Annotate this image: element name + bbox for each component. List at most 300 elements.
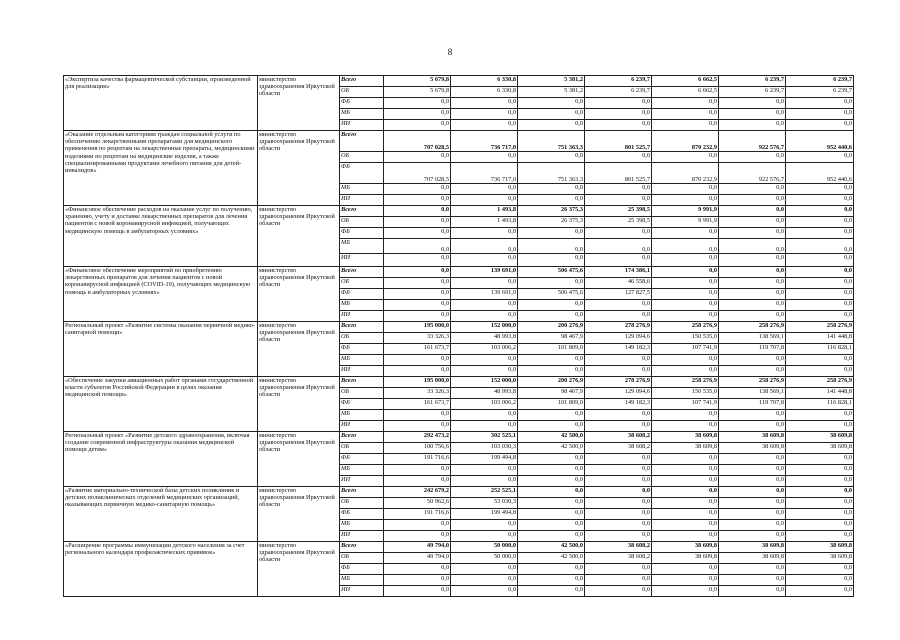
amount-cell: 870 232,9	[652, 131, 719, 152]
amount-cell: 200 276,9	[518, 322, 585, 333]
amount-cell: 139 691,0	[451, 289, 518, 300]
amount-cell: 0,0	[451, 228, 518, 239]
amount-cell: 0,0	[652, 254, 719, 267]
amount-cell: 150 535,0	[652, 388, 719, 399]
amount-cell: 0,0	[518, 476, 585, 487]
amount-cell: 736 717,0	[451, 131, 518, 152]
funding-source: ОБ	[340, 388, 384, 399]
amount-cell: 0,0	[451, 278, 518, 289]
amount-cell: 0,0	[786, 152, 854, 163]
funding-source: ИИ	[340, 531, 384, 542]
amount-cell: 0,0	[518, 278, 585, 289]
amount-cell: 0,0	[585, 509, 652, 520]
amount-cell: 0,0	[384, 476, 451, 487]
amount-cell: 0,0	[585, 109, 652, 120]
funding-source: МБ	[340, 465, 384, 476]
amount-cell: 0,0	[652, 476, 719, 487]
amount-cell: 0,0	[719, 254, 786, 267]
amount-cell: 258 276,9	[786, 377, 854, 388]
amount-cell: 258 276,9	[719, 322, 786, 333]
amount-cell: 0,0	[451, 239, 518, 254]
amount-cell: 0,0	[384, 267, 451, 278]
amount-cell: 0,0	[719, 289, 786, 300]
amount-cell: 0,0	[518, 239, 585, 254]
amount-cell: 0,0	[719, 206, 786, 217]
funding-source: ФБ	[340, 228, 384, 239]
amount-cell: 0,0	[652, 278, 719, 289]
amount-cell: 199 494,8	[451, 509, 518, 520]
page-number: 8	[447, 47, 453, 57]
amount-cell: 0,0	[719, 152, 786, 163]
amount-cell: 0,0	[786, 531, 854, 542]
amount-cell: 107 741,9	[652, 399, 719, 410]
amount-cell: 200 276,9	[518, 377, 585, 388]
amount-cell: 0,0	[719, 476, 786, 487]
amount-cell: 0,0	[652, 421, 719, 432]
amount-cell: 258 276,9	[652, 377, 719, 388]
amount-cell: 0,0	[719, 184, 786, 195]
funding-source: ФБ	[340, 509, 384, 520]
amount-cell: 0,0	[719, 355, 786, 366]
funding-source: ОБ	[340, 553, 384, 564]
amount-cell: 0,0	[518, 531, 585, 542]
amount-cell: 0,0	[652, 366, 719, 377]
funding-source: ФБ	[340, 98, 384, 109]
responsible-executor: министерство здравоохранения Иркутской области	[258, 487, 340, 542]
amount-cell: 0,0	[384, 355, 451, 366]
amount-cell: 116 828,1	[786, 399, 854, 410]
table-row	[64, 206, 854, 217]
amount-cell: 0,0	[719, 267, 786, 278]
amount-cell: 6 239,7	[719, 87, 786, 98]
amount-cell: 0,0	[518, 520, 585, 531]
amount-cell: 0,0	[652, 454, 719, 465]
amount-cell: 119 707,8	[719, 344, 786, 355]
amount-cell: 0,0	[719, 109, 786, 120]
amount-cell: 0,0	[719, 300, 786, 311]
amount-cell: 0,0	[652, 120, 719, 131]
funding-source: Всего	[340, 131, 384, 152]
amount-cell: 0,0	[652, 289, 719, 300]
table-row	[64, 267, 854, 278]
funding-source: Всего	[340, 377, 384, 388]
funding-source: МБ	[340, 184, 384, 195]
budget-table	[63, 75, 854, 597]
funding-source: МБ	[340, 575, 384, 586]
amount-cell: 707 028,5	[384, 163, 451, 184]
amount-cell: 0,0	[518, 487, 585, 498]
amount-cell: 258 276,9	[652, 322, 719, 333]
amount-cell: 38 609,8	[786, 542, 854, 553]
amount-cell: 0,0	[451, 195, 518, 206]
amount-cell: 0,0	[585, 498, 652, 509]
amount-cell: 801 525,7	[585, 163, 652, 184]
amount-cell: 0,0	[585, 366, 652, 377]
amount-cell: 0,0	[384, 152, 451, 163]
amount-cell: 0,0	[451, 410, 518, 421]
amount-cell: 0,0	[786, 366, 854, 377]
amount-cell: 49 794,0	[384, 553, 451, 564]
amount-cell: 48 993,8	[451, 333, 518, 344]
amount-cell: 0,0	[585, 311, 652, 322]
amount-cell: 0,0	[585, 454, 652, 465]
amount-cell: 139 691,0	[451, 267, 518, 278]
responsible-executor: министерство здравоохранения Иркутской области	[258, 432, 340, 487]
amount-cell: 0,0	[652, 509, 719, 520]
amount-cell: 0,0	[585, 465, 652, 476]
amount-cell: 0,0	[585, 421, 652, 432]
table-row	[64, 377, 854, 388]
amount-cell: 0,0	[786, 575, 854, 586]
amount-cell: 48 993,8	[451, 388, 518, 399]
activity-description: «Финансовое обеспечение мероприятий по приобретению лекарственных препаратов для лечения пациентов с новой коронавирусной инфекцией (COVID-19), получающих медицинскую помощь в амбулаторных условиях»	[64, 267, 258, 322]
amount-cell: 0,0	[451, 586, 518, 597]
amount-cell: 278 276,9	[585, 322, 652, 333]
amount-cell: 6 239,7	[719, 76, 786, 87]
amount-cell: 0,0	[719, 564, 786, 575]
amount-cell: 0,0	[786, 267, 854, 278]
amount-cell: 0,0	[585, 564, 652, 575]
amount-cell: 0,0	[719, 410, 786, 421]
amount-cell: 0,0	[786, 206, 854, 217]
amount-cell: 0,0	[786, 454, 854, 465]
funding-source: ОБ	[340, 498, 384, 509]
amount-cell: 6 662,5	[652, 87, 719, 98]
amount-cell: 191 716,6	[384, 509, 451, 520]
amount-cell: 0,0	[719, 586, 786, 597]
amount-cell: 38 609,8	[786, 553, 854, 564]
funding-source: ОБ	[340, 278, 384, 289]
amount-cell: 952 440,6	[786, 163, 854, 184]
amount-cell: 0,0	[719, 98, 786, 109]
activity-description: «Оказание отдельным категориям граждан социальной услуги по обеспечению лекарственными препаратами для медицинского применения по рецептам на лекарственные препараты, медицинскими изделиями по рецептам на медицинские изделия, а также специализированными продуктами лечебного питания для детей-инвалидов»	[64, 131, 258, 206]
amount-cell: 0,0	[518, 564, 585, 575]
amount-cell: 25 398,5	[585, 206, 652, 217]
amount-cell: 0,0	[585, 254, 652, 267]
amount-cell: 149 182,3	[585, 399, 652, 410]
funding-source: МБ	[340, 109, 384, 120]
amount-cell: 0,0	[451, 476, 518, 487]
amount-cell: 0,0	[585, 575, 652, 586]
amount-cell: 0,0	[451, 311, 518, 322]
funding-source: МБ	[340, 300, 384, 311]
amount-cell: 0,0	[786, 254, 854, 267]
amount-cell: 0,0	[451, 564, 518, 575]
amount-cell: 101 809,0	[518, 399, 585, 410]
funding-source: ИИ	[340, 421, 384, 432]
amount-cell: 38 608,2	[585, 553, 652, 564]
amount-cell: 38 609,8	[719, 542, 786, 553]
amount-cell: 0,0	[451, 575, 518, 586]
amount-cell: 0,0	[451, 109, 518, 120]
amount-cell: 0,0	[585, 586, 652, 597]
amount-cell: 0,0	[786, 465, 854, 476]
amount-cell: 42 500,0	[518, 553, 585, 564]
amount-cell: 0,0	[451, 366, 518, 377]
amount-cell: 141 448,8	[786, 388, 854, 399]
amount-cell: 6 239,7	[786, 87, 854, 98]
amount-cell: 26 375,3	[518, 217, 585, 228]
amount-cell: 0,0	[585, 152, 652, 163]
amount-cell: 0,0	[652, 239, 719, 254]
amount-cell: 0,0	[786, 184, 854, 195]
amount-cell: 0,0	[451, 120, 518, 131]
amount-cell: 0,0	[786, 564, 854, 575]
funding-source: ИИ	[340, 366, 384, 377]
amount-cell: 138 569,1	[719, 388, 786, 399]
amount-cell: 103 006,2	[451, 344, 518, 355]
amount-cell: 707 028,5	[384, 131, 451, 152]
amount-cell: 103 030,3	[451, 443, 518, 454]
amount-cell: 952 440,6	[786, 131, 854, 152]
amount-cell: 0,0	[786, 421, 854, 432]
amount-cell: 0,0	[518, 575, 585, 586]
budget-table-body	[64, 76, 854, 597]
amount-cell: 5 679,8	[384, 76, 451, 87]
amount-cell: 174 386,1	[585, 267, 652, 278]
amount-cell: 751 363,3	[518, 163, 585, 184]
amount-cell: 0,0	[451, 152, 518, 163]
amount-cell: 922 576,7	[719, 131, 786, 152]
amount-cell: 801 525,7	[585, 131, 652, 152]
amount-cell: 195 000,0	[384, 322, 451, 333]
amount-cell: 0,0	[384, 586, 451, 597]
amount-cell: 0,0	[652, 152, 719, 163]
amount-cell: 129 094,6	[585, 388, 652, 399]
amount-cell: 0,0	[719, 509, 786, 520]
amount-cell: 33 326,3	[384, 388, 451, 399]
amount-cell: 0,0	[384, 520, 451, 531]
amount-cell: 49 794,0	[384, 542, 451, 553]
responsible-executor: министерство здравоохранения Иркутской области	[258, 377, 340, 432]
amount-cell: 6 239,7	[585, 87, 652, 98]
amount-cell: 6 662,5	[652, 76, 719, 87]
amount-cell: 38 609,8	[719, 443, 786, 454]
funding-source: Всего	[340, 322, 384, 333]
amount-cell: 922 576,7	[719, 163, 786, 184]
amount-cell: 0,0	[451, 184, 518, 195]
amount-cell: 46 558,6	[585, 278, 652, 289]
amount-cell: 0,0	[719, 421, 786, 432]
amount-cell: 0,0	[384, 195, 451, 206]
amount-cell: 0,0	[384, 206, 451, 217]
funding-source: ФБ	[340, 399, 384, 410]
amount-cell: 0,0	[518, 498, 585, 509]
amount-cell: 0,0	[652, 300, 719, 311]
amount-cell: 0,0	[786, 278, 854, 289]
amount-cell: 0,0	[585, 410, 652, 421]
funding-source: МБ	[340, 239, 384, 254]
amount-cell: 0,0	[719, 217, 786, 228]
amount-cell: 0,0	[384, 239, 451, 254]
amount-cell: 252 525,1	[451, 487, 518, 498]
amount-cell: 0,0	[384, 410, 451, 421]
amount-cell: 38 608,2	[585, 443, 652, 454]
funding-source: Всего	[340, 487, 384, 498]
amount-cell: 0,0	[786, 410, 854, 421]
amount-cell: 0,0	[652, 109, 719, 120]
amount-cell: 0,0	[518, 586, 585, 597]
funding-source: ОБ	[340, 152, 384, 163]
funding-source: МБ	[340, 355, 384, 366]
activity-description: «Развитие материально-технической базы детских поликлиник и детских поликлинических отделений медицинских организаций, оказывающих первичную медико-санитарную помощь»	[64, 487, 258, 542]
amount-cell: 0,0	[719, 311, 786, 322]
amount-cell: 0,0	[451, 98, 518, 109]
amount-cell: 138 569,1	[719, 333, 786, 344]
amount-cell: 0,0	[719, 487, 786, 498]
table-row	[64, 322, 854, 333]
amount-cell: 0,0	[518, 509, 585, 520]
amount-cell: 302 525,1	[451, 432, 518, 443]
amount-cell: 0,0	[786, 586, 854, 597]
amount-cell: 0,0	[719, 465, 786, 476]
funding-source: ИИ	[340, 254, 384, 267]
amount-cell: 0,0	[384, 217, 451, 228]
amount-cell: 38 609,8	[652, 542, 719, 553]
funding-source: ИИ	[340, 120, 384, 131]
table-row	[64, 131, 854, 152]
amount-cell: 0,0	[585, 184, 652, 195]
amount-cell: 0,0	[652, 311, 719, 322]
funding-source: Всего	[340, 432, 384, 443]
amount-cell: 0,0	[719, 120, 786, 131]
amount-cell: 191 716,6	[384, 454, 451, 465]
amount-cell: 0,0	[451, 421, 518, 432]
amount-cell: 38 609,8	[652, 432, 719, 443]
amount-cell: 0,0	[786, 476, 854, 487]
responsible-executor: министерство здравоохранения Иркутской области	[258, 206, 340, 267]
funding-source: МБ	[340, 410, 384, 421]
responsible-executor: министерство здравоохранения Иркутской области	[258, 267, 340, 322]
amount-cell: 5 381,2	[518, 87, 585, 98]
amount-cell: 0,0	[652, 184, 719, 195]
funding-source: Всего	[340, 267, 384, 278]
amount-cell: 278 276,9	[585, 377, 652, 388]
amount-cell: 0,0	[518, 311, 585, 322]
funding-source: ИИ	[340, 311, 384, 322]
amount-cell: 33 326,3	[384, 333, 451, 344]
amount-cell: 292 473,2	[384, 432, 451, 443]
activity-description: «Экспертиза качества фармацевтической субстанции, произведенной для реализации»	[64, 76, 258, 131]
amount-cell: 38 609,8	[719, 553, 786, 564]
amount-cell: 152 000,0	[451, 377, 518, 388]
amount-cell: 149 182,3	[585, 344, 652, 355]
funding-source: ФБ	[340, 344, 384, 355]
amount-cell: 0,0	[652, 195, 719, 206]
amount-cell: 0,0	[585, 195, 652, 206]
activity-description: Региональный проект «Развитие системы оказания первичной медико-санитарной помощи»	[64, 322, 258, 377]
funding-source: ФБ	[340, 454, 384, 465]
amount-cell: 38 608,2	[585, 432, 652, 443]
funding-source: ФБ	[340, 289, 384, 300]
amount-cell: 0,0	[384, 564, 451, 575]
amount-cell: 0,0	[652, 228, 719, 239]
amount-cell: 506 475,6	[518, 267, 585, 278]
amount-cell: 0,0	[451, 465, 518, 476]
amount-cell: 6 239,7	[786, 76, 854, 87]
funding-source: МБ	[340, 520, 384, 531]
amount-cell: 0,0	[719, 498, 786, 509]
amount-cell: 0,0	[585, 520, 652, 531]
amount-cell: 152 000,0	[451, 322, 518, 333]
amount-cell: 0,0	[384, 531, 451, 542]
amount-cell: 0,0	[652, 520, 719, 531]
amount-cell: 0,0	[786, 509, 854, 520]
amount-cell: 38 609,8	[719, 432, 786, 443]
activity-description: Региональный проект «Развитие детского здравоохранения, включая создание современной инфраструктуры оказания медицинской помощи детям»	[64, 432, 258, 487]
amount-cell: 0,0	[384, 421, 451, 432]
amount-cell: 0,0	[384, 109, 451, 120]
amount-cell: 0,0	[451, 355, 518, 366]
funding-source: Всего	[340, 542, 384, 553]
amount-cell: 0,0	[518, 366, 585, 377]
amount-cell: 1 493,8	[451, 217, 518, 228]
amount-cell: 1 493,8	[451, 206, 518, 217]
amount-cell: 0,0	[585, 531, 652, 542]
amount-cell: 6 330,8	[451, 76, 518, 87]
amount-cell: 870 232,9	[652, 163, 719, 184]
amount-cell: 0,0	[719, 239, 786, 254]
amount-cell: 0,0	[585, 239, 652, 254]
table-row	[64, 432, 854, 443]
responsible-executor: министерство здравоохранения Иркутской области	[258, 76, 340, 131]
amount-cell: 0,0	[451, 254, 518, 267]
amount-cell: 0,0	[518, 355, 585, 366]
amount-cell: 0,0	[786, 289, 854, 300]
amount-cell: 0,0	[384, 254, 451, 267]
amount-cell: 107 741,9	[652, 344, 719, 355]
amount-cell: 0,0	[518, 254, 585, 267]
amount-cell: 0,0	[786, 98, 854, 109]
amount-cell: 0,0	[786, 109, 854, 120]
amount-cell: 195 000,0	[384, 377, 451, 388]
amount-cell: 0,0	[786, 355, 854, 366]
funding-source: ОБ	[340, 333, 384, 344]
amount-cell: 751 363,3	[518, 131, 585, 152]
amount-cell: 0,0	[585, 487, 652, 498]
amount-cell: 103 006,2	[451, 399, 518, 410]
amount-cell: 0,0	[585, 476, 652, 487]
funding-source: ФБ	[340, 564, 384, 575]
amount-cell: 199 494,8	[451, 454, 518, 465]
amount-cell: 0,0	[451, 300, 518, 311]
amount-cell: 53 030,3	[451, 498, 518, 509]
amount-cell: 0,0	[719, 278, 786, 289]
amount-cell: 0,0	[384, 366, 451, 377]
amount-cell: 258 276,9	[719, 377, 786, 388]
amount-cell: 0,0	[652, 531, 719, 542]
amount-cell: 127 827,5	[585, 289, 652, 300]
responsible-executor: министерство здравоохранения Иркутской области	[258, 131, 340, 206]
amount-cell: 0,0	[585, 355, 652, 366]
amount-cell: 0,0	[518, 98, 585, 109]
amount-cell: 0,0	[585, 228, 652, 239]
amount-cell: 0,0	[786, 228, 854, 239]
amount-cell: 506 475,6	[518, 289, 585, 300]
amount-cell: 0,0	[518, 184, 585, 195]
funding-source: ОБ	[340, 217, 384, 228]
amount-cell: 9 991,9	[652, 206, 719, 217]
amount-cell: 119 707,8	[719, 399, 786, 410]
amount-cell: 0,0	[585, 300, 652, 311]
amount-cell: 116 828,1	[786, 344, 854, 355]
responsible-executor: министерство здравоохранения Иркутской области	[258, 322, 340, 377]
amount-cell: 141 448,8	[786, 333, 854, 344]
amount-cell: 25 398,5	[585, 217, 652, 228]
amount-cell: 161 673,7	[384, 344, 451, 355]
amount-cell: 38 609,8	[786, 443, 854, 454]
amount-cell: 50 000,0	[451, 553, 518, 564]
